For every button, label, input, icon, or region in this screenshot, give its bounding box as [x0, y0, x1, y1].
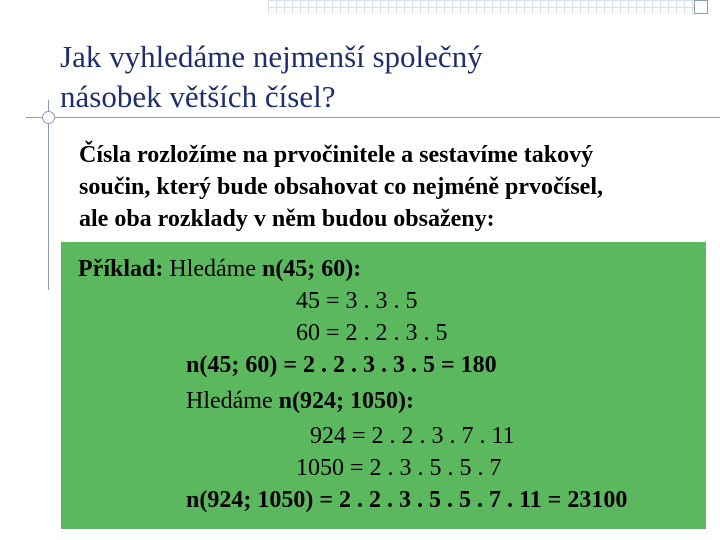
factorization-1050: 1050 = 2 . 3 . 5 . 5 . 7	[296, 455, 502, 481]
find-word-1: Hledáme	[169, 256, 256, 282]
factorization-45: 45 = 3 . 3 . 5	[296, 288, 418, 314]
result-1: n(45; 60) = 2 . 2 . 3 . 3 . 5 = 180	[186, 352, 497, 378]
grid-decoration	[268, 0, 698, 14]
intro-text	[79, 139, 709, 235]
example-label: Příklad:	[78, 256, 164, 282]
title-line-1: Jak vyhledáme nejmenší společný	[60, 39, 483, 74]
intro-line-3: ale oba rozklady v něm budou obsaženy:	[79, 206, 495, 232]
find-line-2	[186, 386, 414, 416]
find-expr-2: n(924; 1050):	[278, 388, 414, 414]
circle-decoration	[42, 111, 55, 124]
factorization-60: 60 = 2 . 2 . 3 . 5	[296, 320, 448, 346]
corner-decoration	[694, 0, 708, 14]
find-expr-1: n(45; 60):	[261, 256, 362, 282]
find-word-2: Hledáme	[186, 388, 273, 414]
title-line-2: násobek větších čísel?	[60, 79, 336, 114]
slide-title	[60, 37, 700, 117]
vertical-rule	[48, 100, 49, 290]
intro-line-1: Čísla rozložíme na prvočinitele a sestavíme takový	[79, 142, 594, 168]
intro-line-2: součin, který bude obsahovat co nejméně prvočísel,	[79, 174, 603, 200]
horizontal-rule	[26, 117, 720, 118]
factorization-924: 924 = 2 . 2 . 3 . 7 . 11	[310, 423, 515, 449]
result-2: n(924; 1050) = 2 . 2 . 3 . 5 . 5 . 7 . 11 = 23100	[186, 487, 628, 513]
example-heading	[78, 254, 361, 284]
